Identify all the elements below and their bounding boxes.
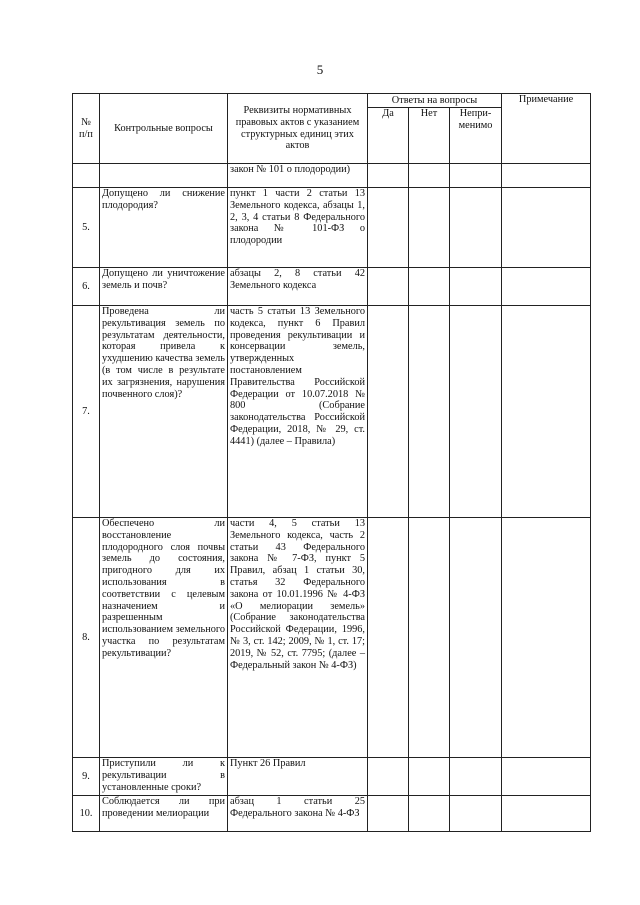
page-number: 5	[316, 62, 324, 77]
row-requisites: части 4, 5 статьи 13 Земельного кодекса, часть 2 статьи 43 Федерального закона № 7-ФЗ, пункт 5 Правил, абзац 1 статьи 30, статья 32 Федерального закона от 10.01.1996 № 4-ФЗ «О мелиорации земель» (Собрание законодательства Российской Федерации, 1996, № 3, ст. 142; 2009, № 1, ст. 17; 2019, № 52, ст. 7795; (далее – Федеральный закон № 4-ФЗ)	[228, 518, 368, 758]
answer-yes-cell[interactable]	[368, 268, 409, 306]
row-question	[100, 164, 228, 188]
row-requisites: часть 5 статьи 13 Земельного кодекса, пункт 6 Правил проведения рекультивации и консервации земель, утвержденных постановлением Правительства Российской Федерации от 10.07.2018 № 800 (Собрание законодательства Российской Федерации, 2018, № 29, ст. 4441) (далее – Правила)	[228, 306, 368, 518]
table-row	[73, 758, 591, 796]
row-requisites: абзацы 2, 8 статьи 42 Земельного кодекса	[228, 268, 368, 306]
row-num: 8.	[73, 518, 100, 758]
answer-yes-cell[interactable]	[368, 758, 409, 796]
row-question: Допущено ли уничтожение земель и почв?	[100, 268, 228, 306]
row-num: 7.	[73, 306, 100, 518]
answer-no-cell[interactable]	[409, 164, 450, 188]
answer-no-cell[interactable]	[409, 268, 450, 306]
answer-no-cell[interactable]	[409, 796, 450, 832]
row-question: Проведена ли рекультивация земель по результатам деятельности, которая привела к ухудшению качества земель (в том числе в результате их загрязнения, нарушения почвенного слоя)?	[100, 306, 228, 518]
header-no: Нет	[409, 108, 450, 164]
row-requisites: пункт 1 части 2 статьи 13 Земельного кодекса, абзацы 1, 2, 3, 4 статьи 8 Федерального закона № 101-ФЗ о плодородии	[228, 188, 368, 268]
answer-yes-cell[interactable]	[368, 188, 409, 268]
answer-na-cell[interactable]	[450, 164, 502, 188]
header-not-applicable: Непри- менимо	[450, 108, 502, 164]
note-cell[interactable]	[502, 164, 591, 188]
answer-na-cell[interactable]	[450, 306, 502, 518]
note-cell[interactable]	[502, 758, 591, 796]
answer-na-cell[interactable]	[450, 758, 502, 796]
row-question: Допущено ли снижение плодородия?	[100, 188, 228, 268]
answer-yes-cell[interactable]	[368, 796, 409, 832]
answer-no-cell[interactable]	[409, 758, 450, 796]
header-questions: Контрольные вопросы	[100, 94, 228, 164]
row-num: 10.	[73, 796, 100, 832]
row-question: Приступили ли к рекультивации в установленные сроки?	[100, 758, 228, 796]
row-num	[73, 164, 100, 188]
answer-no-cell[interactable]	[409, 518, 450, 758]
header-note: Примечание	[502, 94, 591, 164]
row-requisites: закон № 101 о плодородии)	[228, 164, 368, 188]
header-requisites: Реквизиты нормативных правовых актов с указанием структурных единиц этих актов	[228, 94, 368, 164]
table-row	[73, 164, 591, 188]
table-row	[73, 188, 591, 268]
answer-na-cell[interactable]	[450, 796, 502, 832]
note-cell[interactable]	[502, 518, 591, 758]
row-num: 9.	[73, 758, 100, 796]
answer-yes-cell[interactable]	[368, 306, 409, 518]
checklist-table	[72, 93, 591, 832]
answer-yes-cell[interactable]	[368, 164, 409, 188]
answer-no-cell[interactable]	[409, 188, 450, 268]
note-cell[interactable]	[502, 188, 591, 268]
table-row	[73, 796, 591, 832]
answer-no-cell[interactable]	[409, 306, 450, 518]
note-cell[interactable]	[502, 306, 591, 518]
answer-na-cell[interactable]	[450, 518, 502, 758]
header-yes: Да	[368, 108, 409, 164]
header-num: № п/п	[73, 94, 100, 164]
table-row	[73, 518, 591, 758]
row-question: Обеспечено ли восстановление плодородного слоя почвы земель до состояния, пригодного для их использования в соответствии с целевым назначением и разрешенным использованием земельного участка по результатам рекультивации?	[100, 518, 228, 758]
header-answers: Ответы на вопросы	[368, 94, 502, 108]
table-row	[73, 268, 591, 306]
table-row	[73, 306, 591, 518]
row-requisites: абзац 1 статьи 25 Федерального закона № 4-ФЗ	[228, 796, 368, 832]
note-cell[interactable]	[502, 796, 591, 832]
row-question: Соблюдается ли при проведении мелиорации	[100, 796, 228, 832]
answer-yes-cell[interactable]	[368, 518, 409, 758]
answer-na-cell[interactable]	[450, 268, 502, 306]
row-num: 5.	[73, 188, 100, 268]
note-cell[interactable]	[502, 268, 591, 306]
row-num: 6.	[73, 268, 100, 306]
answer-na-cell[interactable]	[450, 188, 502, 268]
row-requisites: Пункт 26 Правил	[228, 758, 368, 796]
